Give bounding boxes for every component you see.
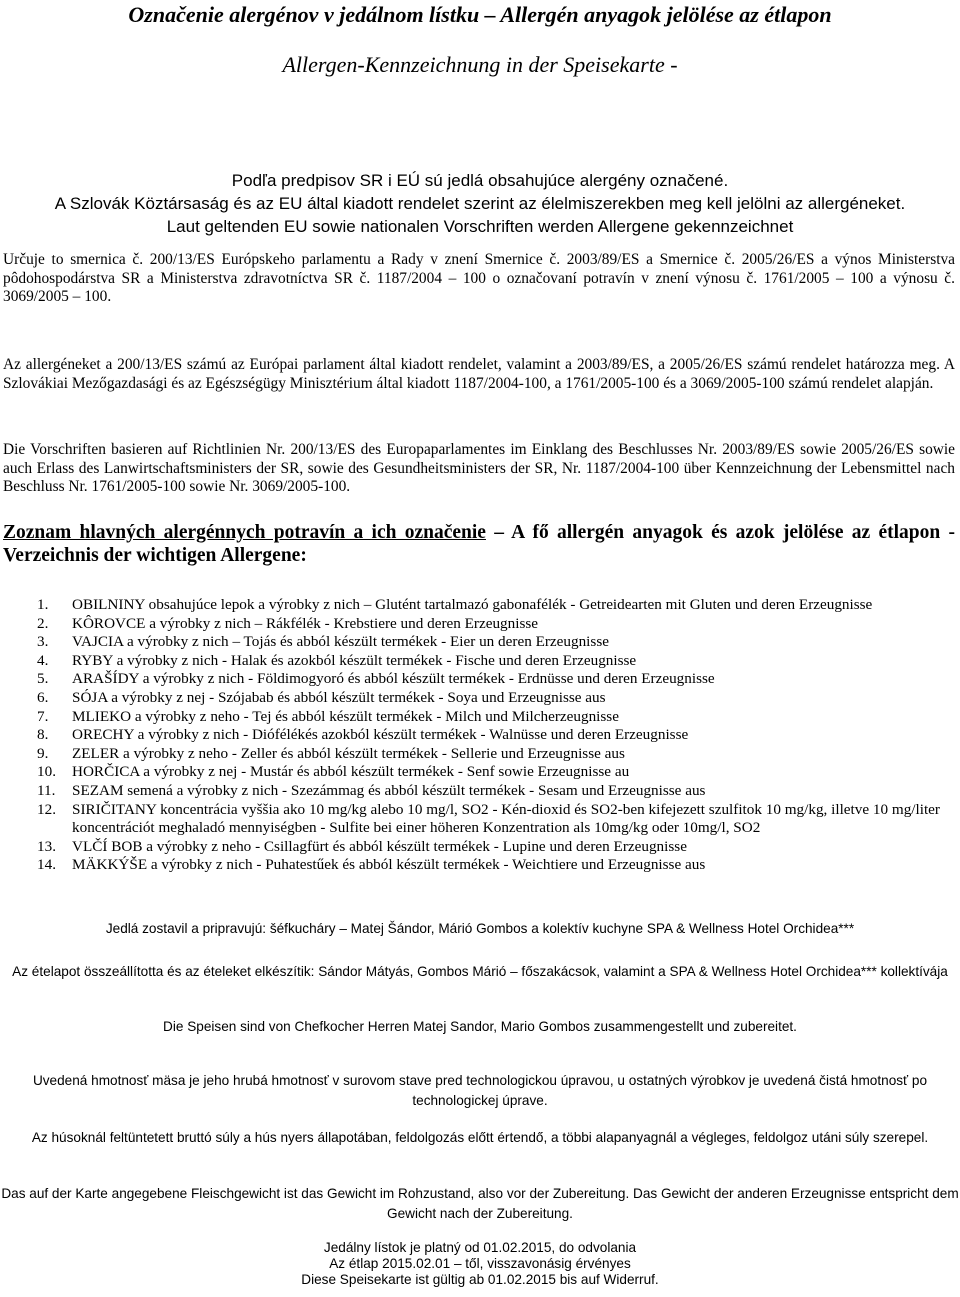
list-item [0,838,955,857]
list-item-number: 4. [37,651,49,669]
intro-block [0,169,960,238]
list-item-number: 10. [37,763,56,781]
list-item [0,652,955,671]
credits-hu: Az ételapot összeállította és az ételeket elkészítik: Sándor Mátyás, Gombos Márió – főszakácsok, valamint a SPA & Wellness Hotel Orchidea*** kollektívája [12,964,948,979]
list-item [0,782,955,801]
list-item [0,763,955,782]
intro-line-de: Laut geltenden EU sowie nationalen Vorschriften werden Allergene gekennzeichnet [166,217,794,236]
list-item [0,801,955,838]
list-item-number: 3. [37,633,49,651]
list-item-number: 2. [37,614,49,632]
list-item-text: SIRIČITANY koncentrácia vyššia ako 10 mg/kg alebo 10 mg/l, SO2 - Kén-dioxid és SO2-ben kifejezett szulfitok 10 mg/kg, illetve 10 mg/liter koncentrációt meghaladó mennyiségben - Sulfite bei einer höheren Konzentration als 10mg/kg oder 10mg/l, SO2 [72,800,940,837]
list-item [0,615,955,634]
intro-line-hu: A Szlovák Köztársaság és az EU által kiadott rendelet szerint az élelmiszerekben meg kell jelölni az allergéneket. [54,194,906,213]
allergen-list-heading [3,521,955,567]
page-subtitle: Allergen-Kennzeichnung in der Speisekarte - [282,52,678,77]
page-title: Označenie alergénov v jedálnom lístku – Allergén anyagok jelölése az étlapon [128,2,832,27]
list-item [0,726,955,745]
validity-line-de: Diese Speisekarte ist gültig ab 01.02.2015 bis auf Widerruf. [301,1272,659,1287]
list-item-text: ARAŠÍDY a výrobky z nich - Földimogyoró és abból készült termékek - Erdnüsse und deren Erzeugnisse [72,670,715,688]
list-item-text: HORČICA a výrobky z nej - Mustár és abból készült termékek - Senf sowie Erzeugnisse au [72,763,630,781]
list-item [0,856,955,875]
allergen-heading-rest: – A fő allergén anyagok és azok jelölése az étlapon - Verzeichnis der wichtigen Allergene: [3,522,955,566]
list-item-number: 5. [37,670,49,688]
list-item-number: 1. [37,596,49,613]
allergen-list [0,596,955,875]
list-item [0,745,955,764]
list-item-text: ZELER a výrobky z neho - Zeller és abból készült termékek - Sellerie und Erzeugnisse aus [72,744,625,762]
list-item-text: SEZAM semená a výrobky z nich - Szezámmag és abból készült termékek - Sesam und Erzeugnisse aus [72,781,706,799]
list-item-text: RYBY a výrobky z nich - Halak és azokból készült termékek - Fische und deren Erzeugnisse [72,651,637,669]
list-item-number: 7. [37,707,49,725]
list-item-number: 6. [37,688,49,706]
list-item [0,689,955,708]
list-item [0,708,955,727]
list-item-number: 13. [37,837,56,855]
list-item-text: MÄKKÝŠE a výrobky z nich - Puhatestűek és abból készült termékek - Weichtiere und Erzeugnisse aus [72,856,706,874]
intro-line-sk: Podľa predpisov SR i EÚ sú jedlá obsahujúce alergény označené. [231,171,729,190]
weight-note-de: Das auf der Karte angegebene Fleischgewicht ist das Gewicht im Rohzustand, also vor der Zubereitung. Das Gewicht der anderen Erzeugnisse entspricht dem Gewicht nach der Zubereitung. [1,1186,959,1221]
list-item-text: OBILNINY obsahujúce lepok a výrobky z nich – Glutént tartalmazó gabonafélék - Getreidearten mit Gluten und deren Erzeugnisse [72,596,873,613]
regulation-paragraph-hu: Az allergéneket a 200/13/ES számú az Európai parlament által kiadott rendelet, valamint a 2003/89/ES, a 2005/26/ES számú rendelet határozza meg. A Szlovákiai Mezőgazdasági és az Egészségügy Minisztérium által kiadott 1187/2004-100, a 1761/2005-100 és a 3069/2005-100 számú rendelet alapján. [3,356,955,392]
regulation-paragraph-de: Die Vorschriften basieren auf Richtlinien Nr. 200/13/ES des Europaparlamentes im Einklang des Beschlusses Nr. 2003/89/ES sowie 2005/26/ES sowie auch Erlass des Lanwirtschaftsministers der SR, sowie des Gesundheitsministers der SR, Nr. 1187/2004-100 über Kennzeichnung der Lebensmittel nach Beschluss Nr. 1761/2005-100 sowie Nr. 3069/2005-100. [3,441,955,496]
list-item-text: MLIEKO a výrobky z neho - Tej és abból készült termékek - Milch und Milcherzeugnisse [72,707,619,725]
list-item-number: 14. [37,856,56,874]
list-item-text: SÓJA a výrobky z nej - Szójabab és abból készült termékek - Soya und Erzeugnisse aus [72,688,606,706]
weight-note-sk: Uvedená hmotnosť mäsa je jeho hrubá hmotnosť v surovom stave pred technologickou úpravou, u ostatných výrobkov je uvedená čistá hmotnosť po technologickej úprave. [32,1073,928,1108]
list-item-number: 8. [37,726,49,744]
credits-de: Die Speisen sind von Chefkocher Herren Matej Sandor, Mario Gombos zusammengestellt und zubereitet. [163,1019,797,1034]
regulation-paragraph-sk: Určuje to smernica č. 200/13/ES Európskeho parlamentu a Rady v znení Smernice č. 2003/89/ES a Smernice č. 2005/26/ES a výnos Ministerstva pôdohospodárstva SR a Ministerstva zdravotníctva SR č. 1187/2004 – 100 o označovaní potravín v znení výnosu č. 1761/2005 – 100 a výnosu č. 3069/2005 – 100. [3,251,955,306]
list-item-text: VLČÍ BOB a výrobky z neho - Csillagfürt és abból készült termékek - Lupine und deren Erzeugnisse [72,837,687,855]
validity-line-hu: Az étlap 2015.02.01 – től, visszavonásig érvényes [329,1256,631,1271]
validity-line-sk: Jedálny lístok je platný od 01.02.2015, do odvolania [323,1240,637,1255]
allergen-heading-underlined: Zoznam hlavných alergénnych potravín a ich označenie [3,522,486,543]
list-item-number: 12. [37,800,56,818]
list-item [0,633,955,652]
list-item [0,596,955,615]
validity-block [0,1240,960,1288]
list-item-text: KÔROVCE a výrobky z nich – Rákfélék - Krebstiere und deren Erzeugnisse [72,614,539,632]
list-item-number: 9. [37,744,49,762]
credits-sk: Jedlá zostavil a pripravujú: šéfkucháry – Matej Šándor, Márió Gombos a kolektív kuchyne SPA & Wellness Hotel Orchidea*** [105,921,855,936]
weight-note-hu: Az húsoknál feltüntetett bruttó súly a hús nyers állapotában, feldolgozás előtt értendő, a többi alapanyagnál a végleges, feldolgoz utáni súly szerepel. [31,1130,929,1145]
list-item-text: VAJCIA a výrobky z nich – Tojás és abból készült termékek - Eier un deren Erzeugnisse [72,633,609,651]
list-item-text: ORECHY a výrobky z nich - Diófélékés azokból készült termékek - Walnüsse und deren Erzeugnisse [72,726,689,744]
list-item-number: 11. [37,781,56,799]
list-item [0,670,955,689]
